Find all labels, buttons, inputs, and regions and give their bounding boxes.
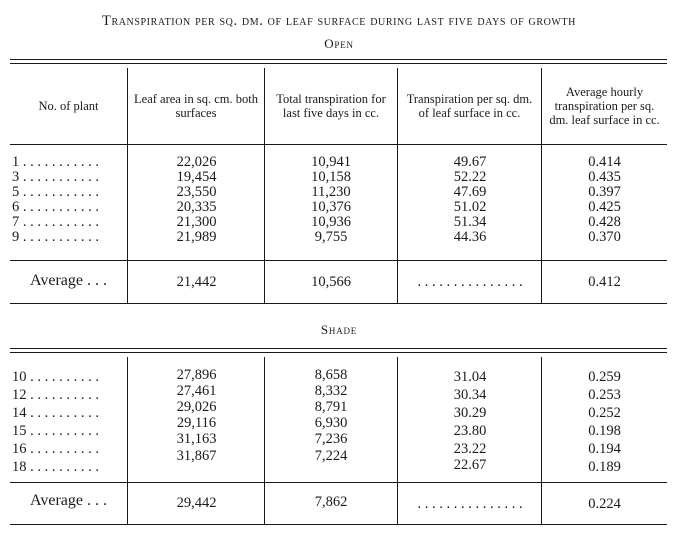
average-label: Average . . . xyxy=(30,492,107,509)
plant-number: 12 . . . . . . . . . . xyxy=(12,387,99,403)
total-transpiration: 10,376 xyxy=(311,199,351,215)
hourly-transpiration: 0.194 xyxy=(588,441,621,457)
transpiration-per-dm: 51.02 xyxy=(453,199,487,215)
plant-number: 1 . . . . . . . . . . . xyxy=(12,154,99,170)
hourly-transpiration: 0.435 xyxy=(588,169,621,185)
leaf-area: 29,116 xyxy=(176,415,217,431)
plant-number: 15 . . . . . . . . . . xyxy=(12,423,99,439)
plant-number: 6 . . . . . . . . . . . xyxy=(12,199,99,215)
leaf-area: 27,896 xyxy=(176,367,217,383)
column-header-total-transpiration: Total transpiration for last five days in cc. xyxy=(276,91,386,120)
transpiration-per-dm: 31.04 xyxy=(453,369,487,385)
total-transpiration: 10,941 xyxy=(311,154,351,170)
average-label: Average . . . xyxy=(30,272,107,289)
rule xyxy=(10,352,667,353)
total-transpiration: 7,224 xyxy=(314,448,348,464)
total-transpiration: 10,158 xyxy=(311,169,351,185)
plant-number: 9 . . . . . . . . . . . xyxy=(12,229,99,245)
leaf-area: 31,163 xyxy=(176,431,217,447)
average-total-transpiration: 7,862 xyxy=(314,494,348,510)
leaf-area: 20,335 xyxy=(176,199,217,215)
total-transpiration: 6,930 xyxy=(314,415,348,431)
leaf-area: 31,867 xyxy=(176,448,217,464)
plant-number: 18 . . . . . . . . . . xyxy=(12,459,99,475)
plant-number: 5 . . . . . . . . . . . xyxy=(12,184,99,200)
leaf-area: 21,300 xyxy=(176,214,217,230)
plant-number: 14 . . . . . . . . . . xyxy=(12,405,99,421)
total-transpiration: 11,230 xyxy=(311,184,351,200)
transpiration-per-dm: 49.67 xyxy=(453,154,487,170)
transpiration-per-dm: 52.22 xyxy=(453,169,487,185)
plant-number: 7 . . . . . . . . . . . xyxy=(12,214,99,230)
average-total-transpiration: 10,566 xyxy=(311,274,351,290)
hourly-transpiration: 0.189 xyxy=(588,459,621,475)
hourly-transpiration: 0.198 xyxy=(588,423,621,439)
hourly-transpiration: 0.252 xyxy=(588,405,621,421)
total-transpiration: 7,236 xyxy=(314,431,348,447)
hourly-transpiration: 0.425 xyxy=(588,199,621,215)
hourly-transpiration: 0.414 xyxy=(588,154,621,170)
total-transpiration: 10,936 xyxy=(311,214,351,230)
transpiration-per-dm: 22.67 xyxy=(453,457,487,473)
plant-number: 10 . . . . . . . . . . xyxy=(12,369,99,385)
rule xyxy=(10,348,667,349)
plant-number: 16 . . . . . . . . . . xyxy=(12,441,99,457)
average-transpiration-per-dm: . . . . . . . . . . . . . . . xyxy=(417,496,523,512)
section-heading-open: Open xyxy=(324,36,354,51)
transpiration-per-dm: 23.22 xyxy=(453,441,487,457)
total-transpiration: 8,332 xyxy=(314,383,348,399)
section-heading-shade: Shade xyxy=(320,322,358,337)
hourly-transpiration: 0.253 xyxy=(588,387,621,403)
rule xyxy=(10,59,667,60)
rule xyxy=(10,482,667,483)
transpiration-per-dm: 30.34 xyxy=(453,387,487,403)
hourly-transpiration: 0.397 xyxy=(588,184,621,200)
average-hourly-transpiration: 0.224 xyxy=(588,496,621,512)
total-transpiration: 9,755 xyxy=(314,229,348,245)
average-transpiration-per-dm: . . . . . . . . . . . . . . . xyxy=(417,274,523,290)
leaf-area: 19,454 xyxy=(176,169,217,185)
plant-number: 3 . . . . . . . . . . . xyxy=(12,169,99,185)
leaf-area: 21,989 xyxy=(176,229,217,245)
transpiration-per-dm: 30.29 xyxy=(453,405,487,421)
total-transpiration: 8,658 xyxy=(314,367,348,383)
rule xyxy=(10,524,667,525)
hourly-transpiration: 0.259 xyxy=(588,369,621,385)
leaf-area: 23,550 xyxy=(176,184,217,200)
rule xyxy=(10,144,667,145)
leaf-area: 22,026 xyxy=(176,154,217,170)
transpiration-per-dm: 51.34 xyxy=(453,214,487,230)
total-transpiration: 8,791 xyxy=(314,399,348,415)
leaf-area: 29,026 xyxy=(176,399,217,415)
average-hourly-transpiration: 0.412 xyxy=(588,274,621,290)
leaf-area: 27,461 xyxy=(176,383,217,399)
rule xyxy=(10,63,667,64)
rule xyxy=(10,260,667,261)
column-header-leaf-area: Leaf area in sq. cm. both surfaces xyxy=(134,91,258,120)
column-header-transpiration-per-dm: Transpiration per sq. dm. of leaf surface in cc. xyxy=(406,91,533,120)
column-header-plant: No. of plant xyxy=(38,98,99,113)
table-title: Transpiration per sq. dm. of leaf surface during last five days of growth xyxy=(101,13,576,29)
average-leaf-area: 29,442 xyxy=(176,495,217,511)
transpiration-per-dm: 23.80 xyxy=(453,423,487,439)
average-leaf-area: 21,442 xyxy=(176,274,217,290)
rule xyxy=(10,303,667,304)
transpiration-per-dm: 47.69 xyxy=(453,184,487,200)
hourly-transpiration: 0.428 xyxy=(588,214,621,230)
column-header-hourly-transpiration: Average hourly transpiration per sq. dm. leaf surface in cc. xyxy=(549,84,660,127)
transpiration-per-dm: 44.36 xyxy=(453,229,487,245)
hourly-transpiration: 0.370 xyxy=(588,229,621,245)
